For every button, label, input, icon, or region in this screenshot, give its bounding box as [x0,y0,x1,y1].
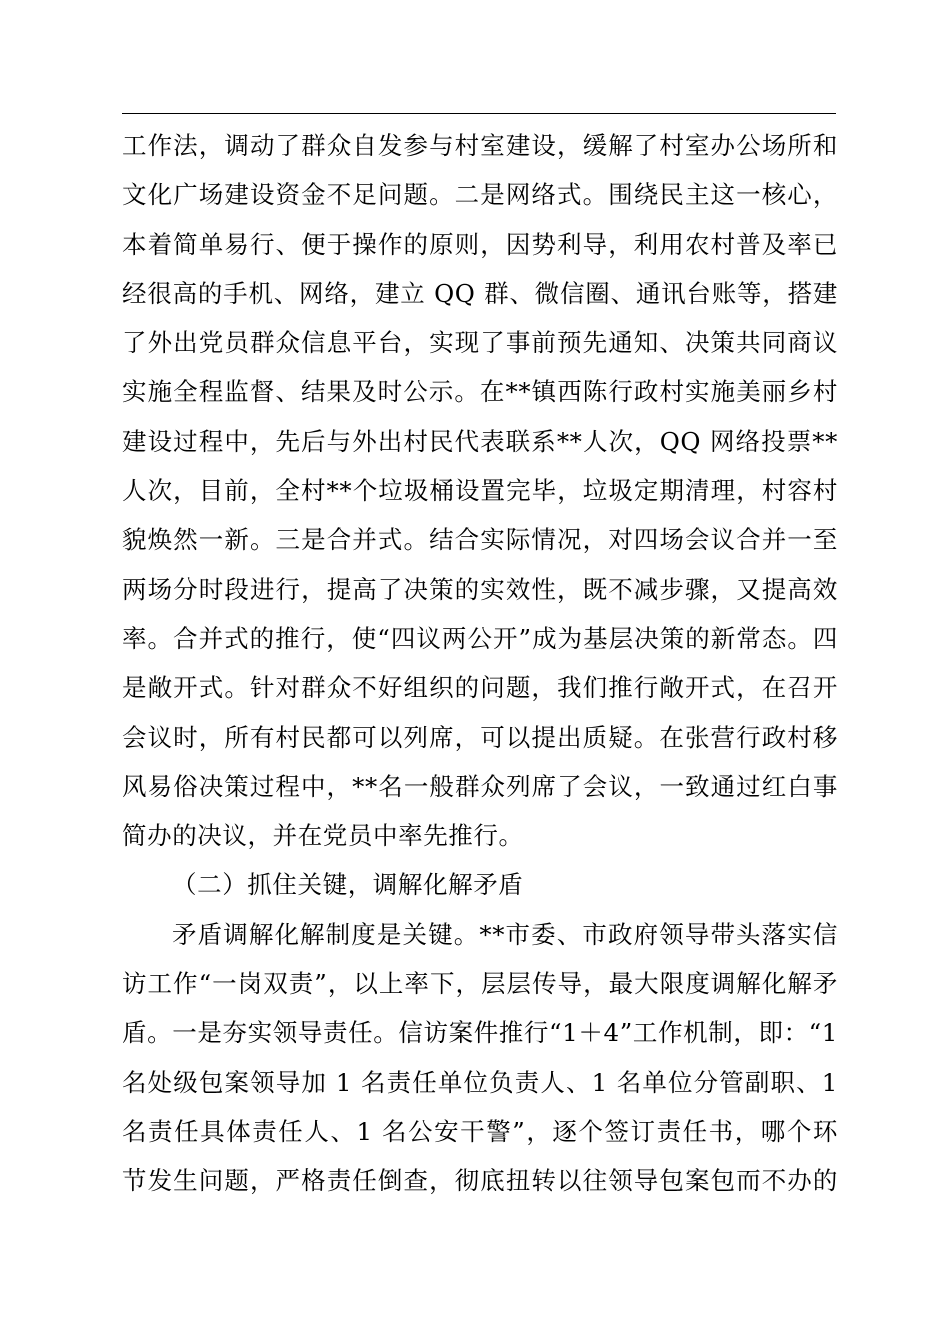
body-line: 矛盾调解化解制度是关键。**市委、市政府领导带头落实信 [172,919,838,949]
body-line: 节发生问题，严格责任倒查，彻底扭转以往领导包案包而不办的 [122,1166,838,1196]
body-line: 经很高的手机、网络，建立 QQ 群、微信圈、通讯台账等，搭建 [122,278,838,308]
body-line: 访工作“一岗双责”，以上率下，层层传导，最大限度调解化解矛 [122,969,838,999]
body-line: 会议时，所有村民都可以列席，可以提出质疑。在张营行政村移 [122,722,838,752]
body-line: 盾。一是夯实领导责任。信访案件推行“1＋4”工作机制，即：“1 [122,1018,838,1048]
body-line: 是敞开式。针对群众不好组织的问题，我们推行敞开式，在召开 [122,673,838,703]
body-line: 简办的决议，并在党员中率先推行。 [122,821,524,851]
body-line: 工作法，调动了群众自发参与村室建设，缓解了村室办公场所和 [122,131,838,160]
header-rule [122,113,836,114]
body-line: 两场分时段进行，提高了决策的实效性，既不减步骤，又提高效 [122,574,838,604]
body-line: 率。合并式的推行，使“四议两公开”成为基层决策的新常态。四 [122,623,838,653]
body-line: 本着简单易行、便于操作的原则，因势利导，利用农村普及率已 [122,229,838,259]
body-line: 风易俗决策过程中，**名一般群众列席了会议，一致通过红白事 [122,771,838,801]
body-line: 貌焕然一新。三是合并式。结合实际情况，对四场会议合并一至 [122,525,838,555]
body-line: 建设过程中，先后与外出村民代表联系**人次，QQ 网络投票** [122,426,838,456]
body-line: 名处级包案领导加 1 名责任单位负责人、1 名单位分管副职、1 [122,1067,838,1097]
body-line: 了外出党员群众信息平台，实现了事前预先通知、决策共同商议 [122,328,838,358]
body-line: 实施全程监督、结果及时公示。在**镇西陈行政村实施美丽乡村 [122,377,838,407]
document-body [122,121,838,1206]
body-line: 名责任具体责任人、1 名公安干警”，逐个签订责任书，哪个环 [122,1116,838,1146]
body-line: 人次，目前，全村**个垃圾桶设置完毕，垃圾定期清理，村容村 [122,476,838,506]
body-line: 文化广场建设资金不足问题。二是网络式。围绕民主这一核心， [122,180,838,210]
section-heading: （二）抓住关键，调解化解矛盾 [172,870,524,900]
